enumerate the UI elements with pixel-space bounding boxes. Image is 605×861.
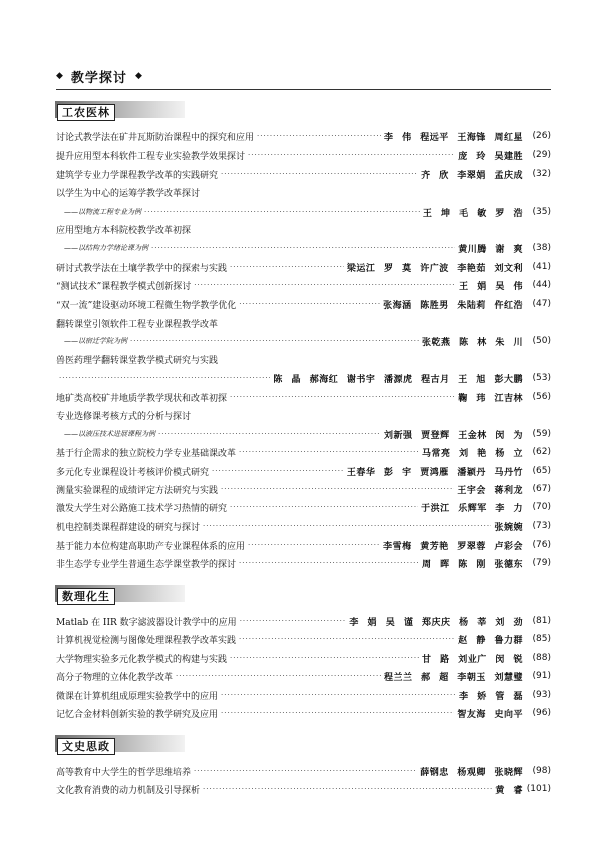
entry-authors: 陈 晶 郝海红 谢书宇 潘源虎 程古月 王 旭 彭大鹏 — [273, 374, 523, 385]
entry-title: 建筑学专业力学课程教学改革的实践研究 — [56, 170, 219, 181]
dot-leader — [151, 244, 455, 252]
entry-page: (32) — [532, 169, 551, 179]
toc-entry[interactable] — [56, 278, 551, 292]
entry-page: (50) — [532, 336, 551, 346]
entry-page: (98) — [532, 766, 551, 776]
entry-title: 基于能力本位构建高职助产专业课程体系的应用 — [56, 541, 246, 552]
toc-entry[interactable] — [56, 334, 551, 348]
entry-title: 高分子物理的立体化教学改革 — [56, 672, 174, 683]
toc-entry[interactable] — [56, 688, 551, 702]
entry-title: 文化教育消费的动力机制及引导探析 — [56, 785, 201, 796]
toc-entry[interactable] — [56, 316, 551, 330]
dot-leader — [230, 393, 455, 401]
dot-leader — [158, 430, 381, 438]
entry-authors: 齐 欣 李翠娟 孟庆成 — [421, 170, 523, 181]
toc-entry[interactable] — [56, 538, 551, 552]
section-label: 数理化生 — [57, 588, 115, 605]
entry-subtitle: ——以物流工程专业为例 — [64, 208, 141, 216]
toc-entry[interactable] — [56, 371, 551, 385]
toc-entry[interactable] — [56, 297, 551, 311]
entry-title: 激发大学生对公路施工技术学习热情的研究 — [56, 503, 228, 514]
entry-subtitle: ——以宿迁学院为例 — [64, 337, 127, 345]
entry-page: (91) — [532, 671, 551, 681]
toc-entry[interactable] — [56, 782, 551, 796]
entry-authors: 程兰兰 郝 超 李朝玉 刘慧璧 — [383, 672, 523, 683]
entry-page: (79) — [532, 558, 551, 568]
entry-authors: 李雪梅 黄芳艳 罗翠蓉 卢彩会 — [383, 541, 523, 552]
entry-title: Matlab 在 IIR 数字滤波器设计教学中的应用 — [56, 617, 237, 628]
entry-title: 应用型地方本科院校教学改革初探 — [56, 225, 192, 236]
dot-leader — [203, 785, 492, 793]
entry-authors: 张海涵 陈胜男 朱陆莉 仵红浩 — [383, 300, 523, 311]
entry-authors: 王 娟 吴 伟 — [459, 281, 523, 292]
entry-authors: 张乾燕 陈 林 朱 川 — [421, 337, 523, 348]
entry-title: 计算机视觉检测与图像处理课程教学改革实践 — [56, 635, 237, 646]
entry-page: (70) — [532, 502, 551, 512]
entry-page: (47) — [532, 299, 551, 309]
toc-entry[interactable] — [56, 445, 551, 459]
entry-title: 讨论式教学法在矿井瓦斯防治课程中的探究和应用 — [56, 132, 255, 143]
entry-authors: 李 娇 管 磊 — [459, 691, 523, 702]
entry-page: (65) — [532, 466, 551, 476]
entry-title: 研讨式教学法在土壤学教学中的探索与实践 — [56, 263, 228, 274]
dot-leader — [144, 208, 420, 216]
dot-leader — [230, 263, 344, 271]
entry-title: “测试技术”课程教学模式创新探讨 — [56, 281, 192, 292]
dot-leader — [257, 132, 381, 140]
dot-leader — [212, 467, 344, 475]
entry-authors: 赵 静 鲁力群 — [458, 635, 523, 646]
entry-page: (62) — [532, 447, 551, 457]
entry-title: 微课在计算机组成原理实验教学中的应用 — [56, 691, 219, 702]
entry-subtitle: ——以液压技术进展课程为例 — [64, 430, 155, 438]
dot-leader — [59, 374, 270, 382]
section-header-wenshisizheng — [55, 735, 185, 752]
entry-title: 多元化专业课程设计考核评价模式研究 — [56, 467, 210, 478]
section-header-shulihuasheng — [55, 585, 185, 602]
dot-leader — [194, 281, 456, 289]
entry-page: (56) — [532, 392, 551, 402]
toc-entry[interactable] — [56, 706, 551, 720]
entry-title: “双一流”建设驱动环境工程微生物学教学优化 — [56, 300, 237, 311]
entry-authors: 张婉婉 — [494, 522, 523, 533]
toc-entry[interactable] — [56, 764, 551, 778]
entry-authors: 王春华 彭 宇 贾鸿雁 潘颖丹 马丹竹 — [346, 467, 523, 478]
entry-page: (88) — [532, 653, 551, 663]
section-label: 文史思政 — [57, 738, 115, 755]
dot-leader — [230, 654, 419, 662]
entry-title: 机电控制类课程群建设的研究与探讨 — [56, 522, 201, 533]
toc-entry[interactable] — [56, 352, 551, 366]
entry-page: (26) — [532, 131, 551, 141]
dot-leader — [240, 617, 347, 625]
main-title — [56, 67, 142, 86]
left-diamond-icon: ◆ — [56, 71, 63, 81]
entry-page: (59) — [532, 429, 551, 439]
entry-authors: 于洪江 乐辉军 李 力 — [421, 503, 523, 514]
toc-entry[interactable] — [56, 167, 551, 181]
toc-entry[interactable] — [56, 519, 551, 533]
entry-title: 翻转课堂引领软件工程专业课程教学改革 — [56, 319, 219, 330]
section-header-gongnongyilin — [55, 101, 185, 118]
entry-title: 以学生为中心的运筹学教学改革探讨 — [56, 188, 201, 199]
dot-leader — [203, 522, 491, 530]
entry-title: 地矿类高校矿井地质学教学现状和改革初探 — [56, 393, 228, 404]
toc-entry[interactable] — [56, 427, 551, 441]
toc-entry[interactable] — [56, 669, 551, 683]
entry-title: 记忆合金材料创新实验的教学研究及应用 — [56, 709, 219, 720]
toc-entry[interactable] — [56, 222, 551, 236]
entry-title: 基于行企需求的独立院校力学专业基础课改革 — [56, 448, 237, 459]
entry-page: (53) — [532, 373, 551, 383]
dot-leader — [221, 485, 454, 493]
title-rule — [56, 89, 551, 90]
toc-entry[interactable] — [56, 390, 551, 404]
dot-leader — [239, 448, 419, 456]
dot-leader — [230, 503, 418, 511]
dot-leader — [239, 300, 380, 308]
toc-entry[interactable] — [56, 500, 551, 514]
toc-entry[interactable] — [56, 464, 551, 478]
entry-page: (35) — [532, 207, 551, 217]
toc-entry[interactable] — [56, 205, 551, 219]
entry-page: (41) — [532, 262, 551, 272]
entry-authors: 马常亮 刘 艳 杨 立 — [421, 448, 523, 459]
dot-leader — [239, 635, 455, 643]
entry-page: (76) — [532, 540, 551, 550]
toc-entry[interactable] — [56, 185, 551, 199]
entry-page: (93) — [532, 690, 551, 700]
right-diamond-icon: ◆ — [134, 71, 142, 81]
entry-authors: 薛钢忠 杨观卿 张晓辉 — [420, 767, 523, 778]
toc-entry[interactable] — [56, 482, 551, 496]
section-label: 工农医林 — [57, 104, 115, 121]
entry-authors: 智友海 史向平 — [457, 709, 523, 720]
entry-authors: 庞 玲 吴建胜 — [458, 151, 523, 162]
entry-page: (73) — [532, 521, 551, 531]
entry-title: 专业选修课考核方式的分析与探讨 — [56, 411, 192, 422]
entry-authors: 刘新强 贾登辉 王金林 闵 为 — [383, 430, 523, 441]
entry-title: 兽医药理学翻转课堂教学模式研究与实践 — [56, 355, 219, 366]
dot-leader — [221, 709, 454, 717]
entry-authors: 甘 路 刘业广 闵 锐 — [421, 654, 523, 665]
toc-entry[interactable] — [56, 408, 551, 422]
entry-authors: 李 伟 程远平 王海锋 周红星 — [383, 132, 523, 143]
entry-page: (81) — [532, 616, 551, 626]
toc-entry[interactable] — [56, 614, 551, 628]
entry-authors: 黄 睿 — [495, 785, 523, 796]
entry-authors: 鞠 玮 江吉林 — [458, 393, 523, 404]
entry-authors: 梁运江 罗 莫 许广波 李艳茹 刘文利 — [346, 263, 523, 274]
dot-leader — [221, 170, 418, 178]
entry-title: 提升应用型本科软件工程专业实验教学效果探讨 — [56, 151, 246, 162]
dot-leader — [221, 691, 456, 699]
toc-entry[interactable] — [56, 632, 551, 646]
entry-title: 非生态学专业学生普通生态学课堂教学的探讨 — [56, 559, 237, 570]
dot-leader — [248, 151, 455, 159]
entry-authors: 李 娟 吴 谨 郑庆庆 杨 莘 刘 劲 — [349, 617, 523, 628]
toc-entry[interactable] — [56, 129, 551, 143]
toc-entry[interactable] — [56, 148, 551, 162]
entry-page: (67) — [532, 484, 551, 494]
entry-page: (96) — [532, 708, 551, 718]
entry-title: 测量实验课程的成绩评定方法研究与实践 — [56, 485, 219, 496]
dot-leader — [130, 337, 419, 345]
toc-entry[interactable] — [56, 260, 551, 274]
main-title-text: 教学探讨 — [70, 71, 127, 86]
entry-page: (38) — [532, 243, 551, 253]
toc-entry[interactable] — [56, 241, 551, 255]
entry-authors: 王宇会 蒋利龙 — [457, 485, 523, 496]
entry-subtitle: ——以结构力学绪论课为例 — [64, 244, 148, 252]
entry-page: (85) — [532, 634, 551, 644]
toc-entry[interactable] — [56, 556, 551, 570]
entry-page: (29) — [532, 150, 551, 160]
entry-authors: 周 晖 陈 刚 张德东 — [421, 559, 523, 570]
dot-leader — [248, 541, 380, 549]
entry-title: 大学物理实验多元化教学模式的构建与实践 — [56, 654, 228, 665]
entry-page: (101) — [526, 784, 551, 794]
dot-leader — [176, 672, 381, 680]
toc-entry[interactable] — [56, 651, 551, 665]
entry-title: 高等教育中大学生的哲学思维培养 — [56, 767, 192, 778]
entry-authors: 黄川腾 谢 爽 — [458, 244, 523, 255]
dot-leader — [239, 559, 419, 567]
dot-leader — [194, 767, 417, 775]
entry-authors: 王 坤 毛 敏 罗 浩 — [422, 208, 523, 219]
entry-page: (44) — [532, 280, 551, 290]
